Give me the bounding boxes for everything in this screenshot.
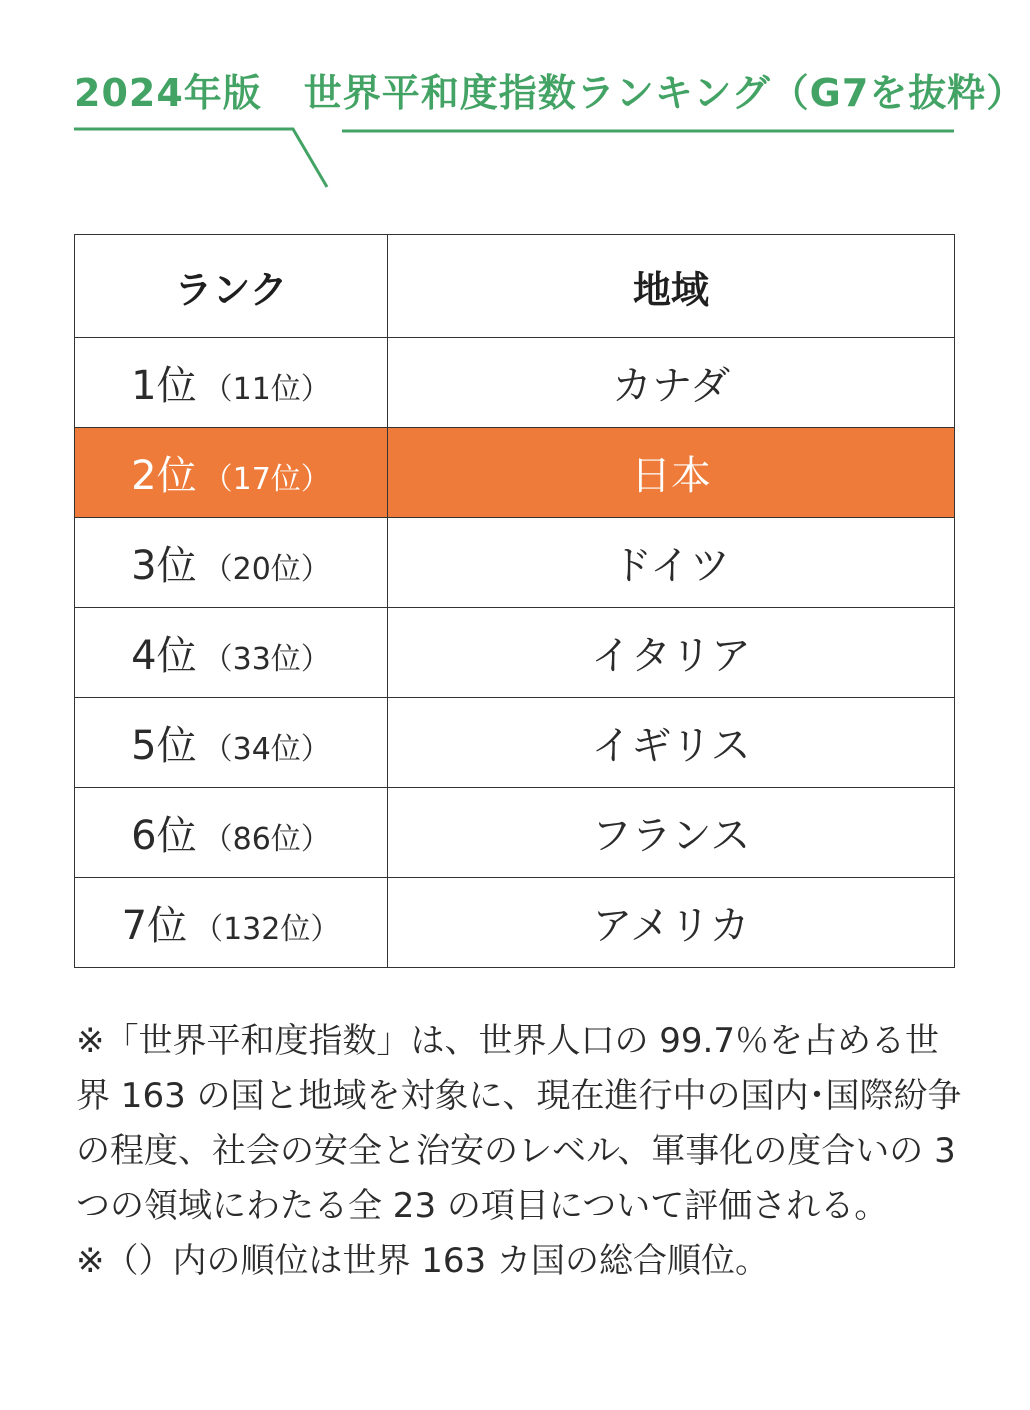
table-row-highlighted — [75, 428, 955, 518]
ranking-table — [74, 234, 955, 968]
title-text: 世界平和度指数ランキング（G7を抜粋） — [303, 71, 1026, 115]
table-row — [75, 518, 955, 608]
rank-cell — [75, 338, 388, 428]
table-row — [75, 338, 955, 428]
table-row — [75, 608, 955, 698]
world-rank: （20位） — [202, 552, 331, 587]
footnotes — [76, 1014, 966, 1289]
g7-rank: 1位 — [131, 363, 197, 409]
g7-rank: 4位 — [131, 633, 197, 679]
table-row — [75, 698, 955, 788]
g7-rank: 6位 — [131, 813, 197, 859]
table-row — [75, 878, 955, 968]
world-rank: （11位） — [202, 372, 331, 407]
region-cell: カナダ — [388, 338, 955, 428]
g7-rank: 5位 — [131, 723, 197, 769]
table-row — [75, 788, 955, 878]
rank-cell — [75, 788, 388, 878]
world-rank: （86位） — [202, 822, 331, 857]
rank-cell — [75, 698, 388, 788]
footnote-index-description: ※「世界平和度指数」は、世界人口の 99.7％を占める世界 163 の国と地域を対象に、現在進行中の国内･国際紛争の程度、社会の安全と治安のレベル、軍事化の度合いの 3 つの領域にわたる全 23 の項目について評価される。 — [76, 1021, 962, 1226]
title-year: 2024年版 — [74, 71, 262, 115]
footnote-world-rank: ※（）内の順位は世界 163 カ国の総合順位。 — [76, 1241, 769, 1281]
header-rank: ランク — [75, 235, 388, 338]
g7-rank: 2位 — [131, 453, 197, 499]
region-cell: 日本 — [388, 428, 955, 518]
rank-cell — [75, 428, 388, 518]
g7-rank: 3位 — [131, 543, 197, 589]
world-rank: （34位） — [202, 732, 331, 767]
rank-cell — [75, 518, 388, 608]
header-region: 地域 — [388, 235, 955, 338]
world-rank: （132位） — [193, 912, 341, 947]
region-cell: アメリカ — [388, 878, 955, 968]
title-underline — [0, 0, 1030, 200]
region-cell: イタリア — [388, 608, 955, 698]
table-header-row — [75, 235, 955, 338]
g7-rank: 7位 — [121, 903, 188, 949]
world-rank: （17位） — [202, 462, 331, 497]
region-cell: イギリス — [388, 698, 955, 788]
world-rank: （33位） — [202, 642, 331, 677]
rank-cell — [75, 878, 388, 968]
region-cell: ドイツ — [388, 518, 955, 608]
region-cell: フランス — [388, 788, 955, 878]
rank-cell — [75, 608, 388, 698]
